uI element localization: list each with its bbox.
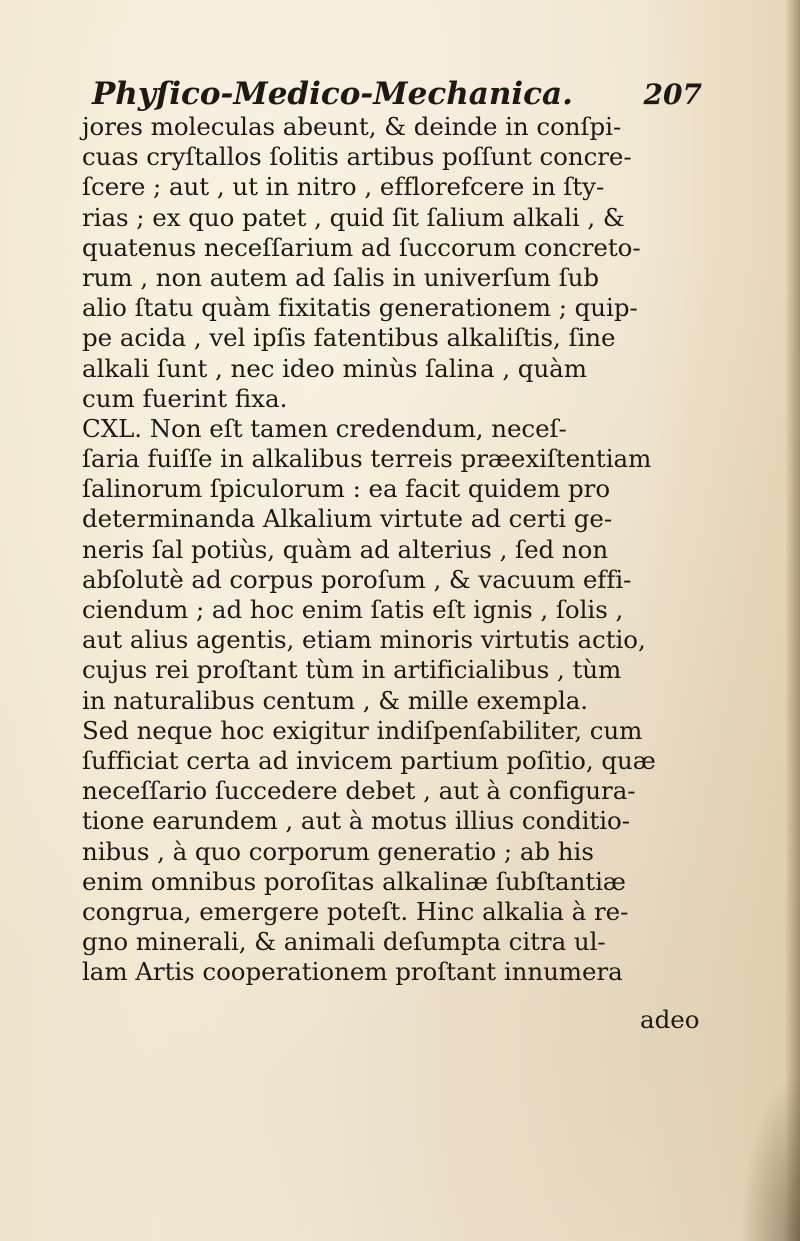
text-line: congrua, emergere poteſt. Hinc alkalia à re- <box>82 896 629 926</box>
text-line: pe acida , vel ipſis fatentibus alkaliſtis, ſine <box>82 323 616 353</box>
text-line: neris ſal potiùs, quàm ad alterius , ſed non <box>82 534 609 564</box>
text-line: alio ſtatu quàm fixitatis generationem ; quip- <box>82 293 638 323</box>
text-line: lam Artis cooperationem proſtant innumera <box>82 957 623 987</box>
text-line: determinanda Alkalium virtute ad certi ge- <box>82 504 613 534</box>
text-line: ſufficiat certa ad invicem partium poſitio, quæ <box>82 745 656 775</box>
text-line: ſaria fuiſſe in alkalibus terreis præexiſtentiam <box>82 444 652 474</box>
text-line: neceſſario ſuccedere debet , aut à configura- <box>82 776 636 806</box>
text-line: cum fuerint fixa. <box>82 383 288 413</box>
text-line: Sed neque hoc exigitur indiſpenſabiliter, cum <box>82 715 643 745</box>
text-line: CXL. Non eſt tamen credendum, neceſ- <box>82 413 567 443</box>
text-line: gno minerali, & animali deſumpta citra ul- <box>82 927 606 957</box>
catchword: adeo <box>640 1005 700 1034</box>
page-header <box>80 70 720 118</box>
text-line: cujus rei proſtant tùm in artificialibus , tùm <box>82 655 622 685</box>
page-edge-shadow <box>786 0 800 1241</box>
text-line: ciendum ; ad hoc enim ſatis eſt ignis , ſolis , <box>82 595 624 624</box>
running-title: Phyſico-Medico-Mechanica. <box>92 76 573 112</box>
body-text <box>82 112 772 987</box>
page-number: 207 <box>643 78 702 111</box>
text-line: quatenus neceſſarium ad ſuccorum concreto- <box>82 232 641 262</box>
text-line: jores moleculas abeunt, & deinde in conſpi- <box>82 112 622 141</box>
text-line: ſalinorum ſpiculorum : ea facit quidem pro <box>82 474 611 504</box>
text-line: rias ; ex quo patet , quid ſit ſalium alkali , & <box>82 202 625 232</box>
text-line: ſcere ; aut , ut in nitro , efflorefcere in ſty- <box>82 172 605 202</box>
text-line: enim omnibus poroſitas alkalinæ ſubſtantiæ <box>82 866 626 896</box>
text-line: abſolutè ad corpus poroſum , & vacuum effi- <box>82 564 632 594</box>
text-line: tione earundem , aut à motus illius conditio- <box>82 806 630 836</box>
text-line: alkali ſunt , nec ideo minùs ſalina , quàm <box>82 353 587 383</box>
text-line: nibus , à quo corporum generatio ; ab his <box>82 836 594 866</box>
text-line: in naturalibus centum , & mille exempla. <box>82 685 589 715</box>
text-line: rum , non autem ad ſalis in univerſum ſub <box>82 262 599 292</box>
page-stain <box>740 1071 800 1241</box>
text-line: cuas cryſtallos ſolitis artibus poſſunt concre- <box>82 142 632 172</box>
text-line: aut alius agentis, etiam minoris virtutis actio, <box>82 625 646 655</box>
